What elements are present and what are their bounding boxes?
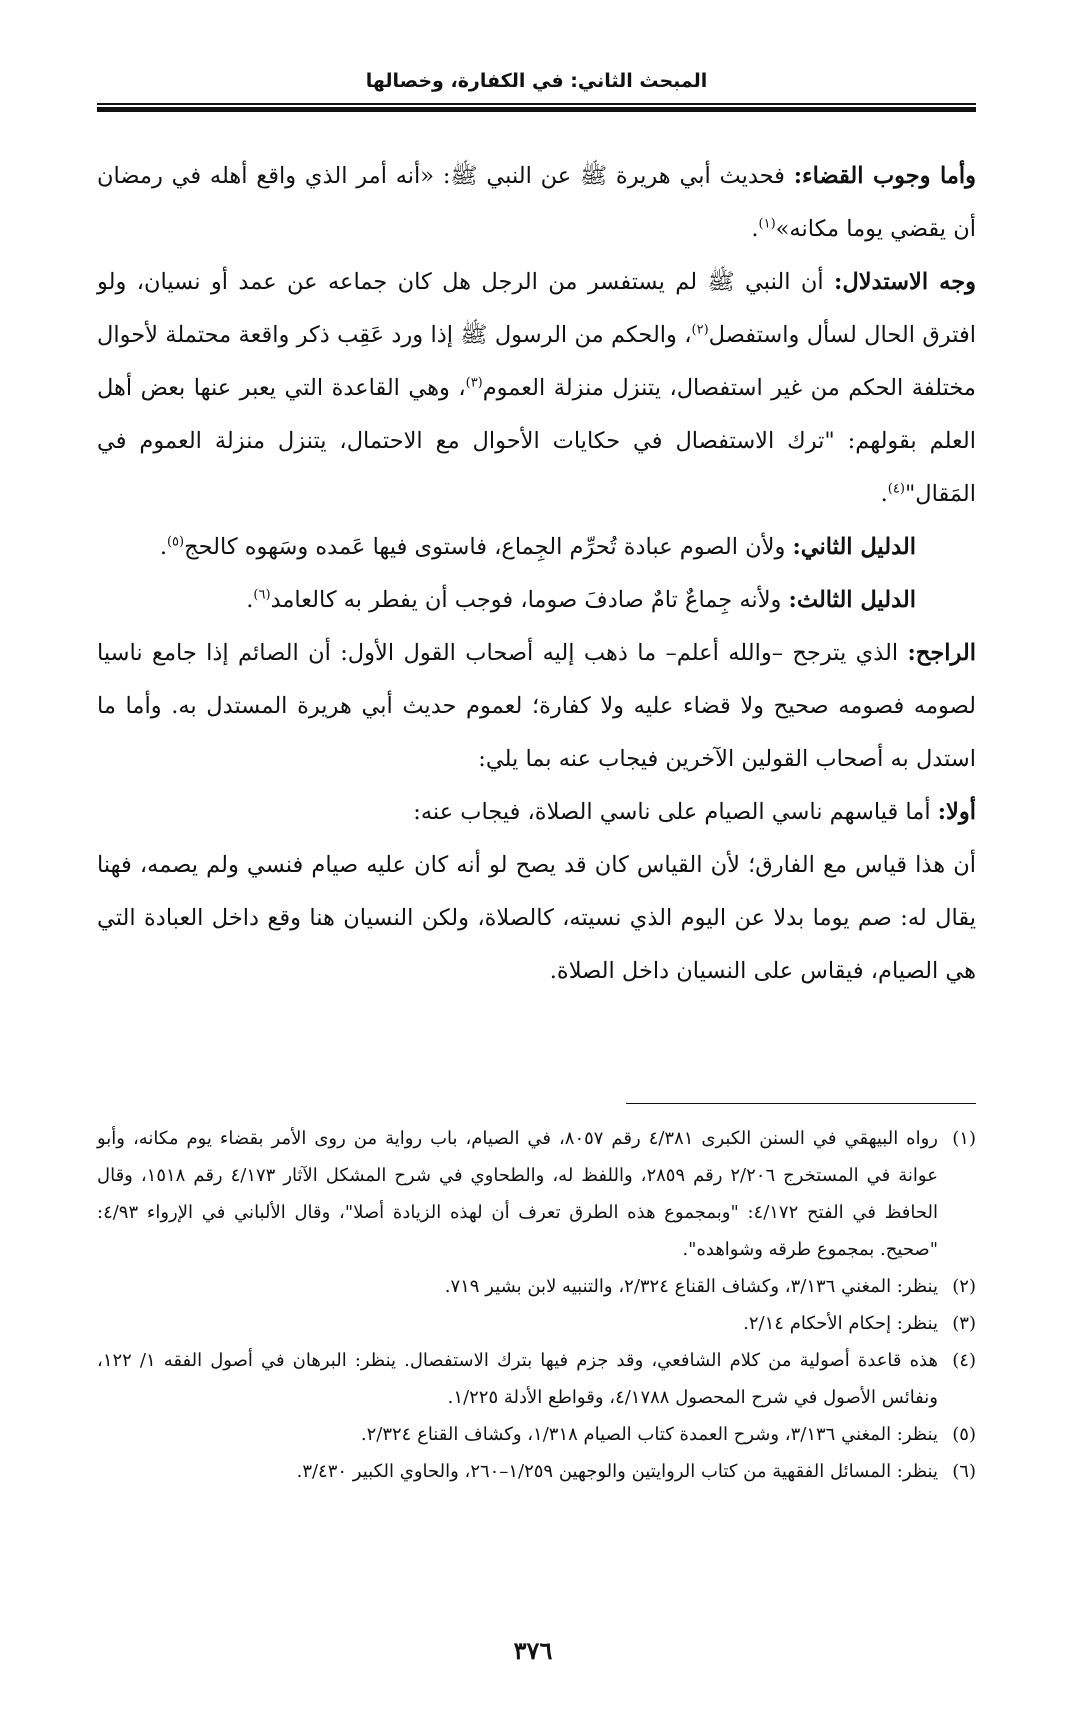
footnote-number: (٢) (952, 1276, 976, 1297)
paragraph-text: ولأن الصوم عبادة تُحرِّم الجِماع، فاستوى فيها عَمده وسَهوه كالحج (184, 534, 793, 560)
footnote-ref-2[interactable]: (٢) (691, 322, 709, 338)
paragraph-rajih (97, 627, 976, 786)
footnote-ref-3[interactable]: (٣) (465, 375, 483, 391)
footnote-ref-4[interactable]: (٤) (887, 481, 905, 497)
footnote-number: (٥) (952, 1424, 976, 1445)
footnote-number: (٦) (952, 1461, 976, 1482)
footnote-6 (97, 1453, 976, 1490)
footnote-ref-6[interactable]: (٦) (253, 587, 271, 603)
paragraph-dalil-3 (97, 574, 976, 627)
footnote-number: (٣) (952, 1313, 976, 1334)
paragraph-tail: . (751, 216, 759, 242)
footnote-1 (97, 1120, 976, 1268)
footnote-2 (97, 1268, 976, 1305)
paragraph-text: أن النبي ﷺ لم يستفسر من الرجل هل كان جماعه عن عمد أو نسيان، ولو افترق الحال لسأل واستفصل (97, 269, 977, 348)
paragraph-text: أما قياسهم ناسي الصيام على ناسي الصلاة، فيجاب عنه: (413, 799, 938, 825)
paragraph-lead: الدليل الثالث: (788, 587, 916, 613)
paragraph-awwalan (97, 786, 976, 839)
paragraph-lead: الدليل الثاني: (792, 534, 916, 560)
header-rule-thin (97, 103, 976, 105)
footnote-text: ينظر: المغني ٣/١٣٦، وكشاف القناع ٢/٣٢٤، والتنبيه لابن بشير ٧١٩. (444, 1276, 938, 1297)
paragraph-text: الذي يترجح –والله أعلم– ما ذهب إليه أصحاب القول الأول: أن الصائم إذا جامع ناسيا لصومه فصومه صحيح ولا قضاء عليه ولا كفارة؛ لعموم حديث أبي هريرة المستدل به. وأما ما استدل به أصحاب القولين الآخرين فيجاب عنه بما يلي: (97, 640, 976, 772)
footnote-4 (97, 1342, 976, 1416)
paragraph-text: فحديث أبي هريرة ﷺ عن النبي ﷺ: «أنه أمر الذي واقع أهله في رمضان أن يقضي يوما مكانه» (97, 163, 976, 242)
footnote-text: ينظر: المسائل الفقهية من كتاب الروايتين والوجهين ١/٢٥٩–٢٦٠، والحاوي الكبير ٣/٤٣٠. (296, 1461, 938, 1482)
paragraph-text-cont: ، وهي القاعدة التي يعبر عنها بعض أهل العلم بقولهم: "ترك الاستفصال في حكايات الأحوال مع الاحتمال، يتنزل منزلة العموم في المَقال" (97, 375, 976, 507)
paragraph-text-cont: ، والحكم من الرسول ﷺ إذا ورد عَقِب ذكر واقعة محتملة لأحوال مختلفة الحكم من غير استفصال، يتنزل منزلة العموم (97, 322, 976, 401)
paragraph-lead: الراجح: (907, 640, 976, 666)
footnote-3 (97, 1305, 976, 1342)
paragraph-dalil-2 (97, 521, 976, 574)
running-header: المبحث الثاني: في الكفارة، وخصالها (365, 70, 708, 92)
footnote-text: رواه البيهقي في السنن الكبرى ٤/٣٨١ رقم ٨٠٥٧، في الصيام، باب رواية من روى الأمر بقضاء يوم مكانه، وأبو عوانة في المستخرج ٢/٢٠٦ رقم ٢٨٥٩، واللفظ له، والطحاوي في شرح المشكل الآثار ٤/١٧٣ رقم ١٥١٨، وقال الحافظ في الفتح ٤/١٧٢: "وبمجموع هذه الطرق تعرف أن لهذه الزيادة أصلا"، وقال الألباني في الإرواء ٤/٩٣: "صحيح. بمجموع طرقه وشواهده". (97, 1128, 938, 1260)
header-rule-thick (97, 107, 976, 112)
footnote-ref-5[interactable]: (٥) (166, 534, 185, 550)
paragraph-lead: وجه الاستدلال: (834, 269, 976, 295)
paragraph-wajh-istidlal (97, 256, 976, 521)
footnote-text: هذه قاعدة أصولية من كلام الشافعي، وقد جزم فيها بترك الاستفصال. ينظر: البرهان في أصول الفقه ١/ ١٢٢، ونفائس الأصول في شرح المحصول ٤/١٧٨٨، وقواطع الأدلة ١/٢٢٥. (97, 1350, 938, 1408)
paragraph-tail: . (246, 587, 254, 613)
paragraph-lead: وأما وجوب القضاء: (793, 163, 977, 189)
paragraph-tail: . (159, 534, 167, 560)
footnotes-separator (626, 1103, 976, 1104)
footnotes (97, 1120, 976, 1490)
footnote-ref-1[interactable]: (١) (758, 216, 776, 232)
paragraph-lead: أولا: (937, 799, 976, 825)
paragraph-tail: . (880, 481, 888, 507)
footnote-number: (١) (952, 1128, 976, 1149)
footnote-text: ينظر: المغني ٣/١٣٦، وشرح العمدة كتاب الصيام ١/٣١٨، وكشاف القناع ٢/٣٢٤. (360, 1424, 938, 1445)
page-number: ٣٧٦ (513, 1636, 553, 1665)
paragraph-text: ولأنه جِماعٌ تامٌ صادفَ صوما، فوجب أن يفطر به كالعامد (270, 587, 789, 613)
paragraph-qiyas-reply: أن هذا قياس مع الفارق؛ لأن القياس كان قد يصح لو أنه كان عليه صيام فنسي ولم يصمه، فهنا يقال له: صم يوما بدلا عن اليوم الذي نسيته، كالصلاة، ولكن النسيان هنا وقع داخل العبادة التي هي الصيام، فيقاس على النسيان داخل الصلاة. (97, 852, 976, 984)
footnote-5 (97, 1416, 976, 1453)
main-text (97, 150, 976, 998)
paragraph-qada (97, 150, 976, 256)
footnote-text: ينظر: إحكام الأحكام ٢/١٤. (743, 1313, 938, 1334)
footnote-number: (٤) (952, 1350, 976, 1371)
